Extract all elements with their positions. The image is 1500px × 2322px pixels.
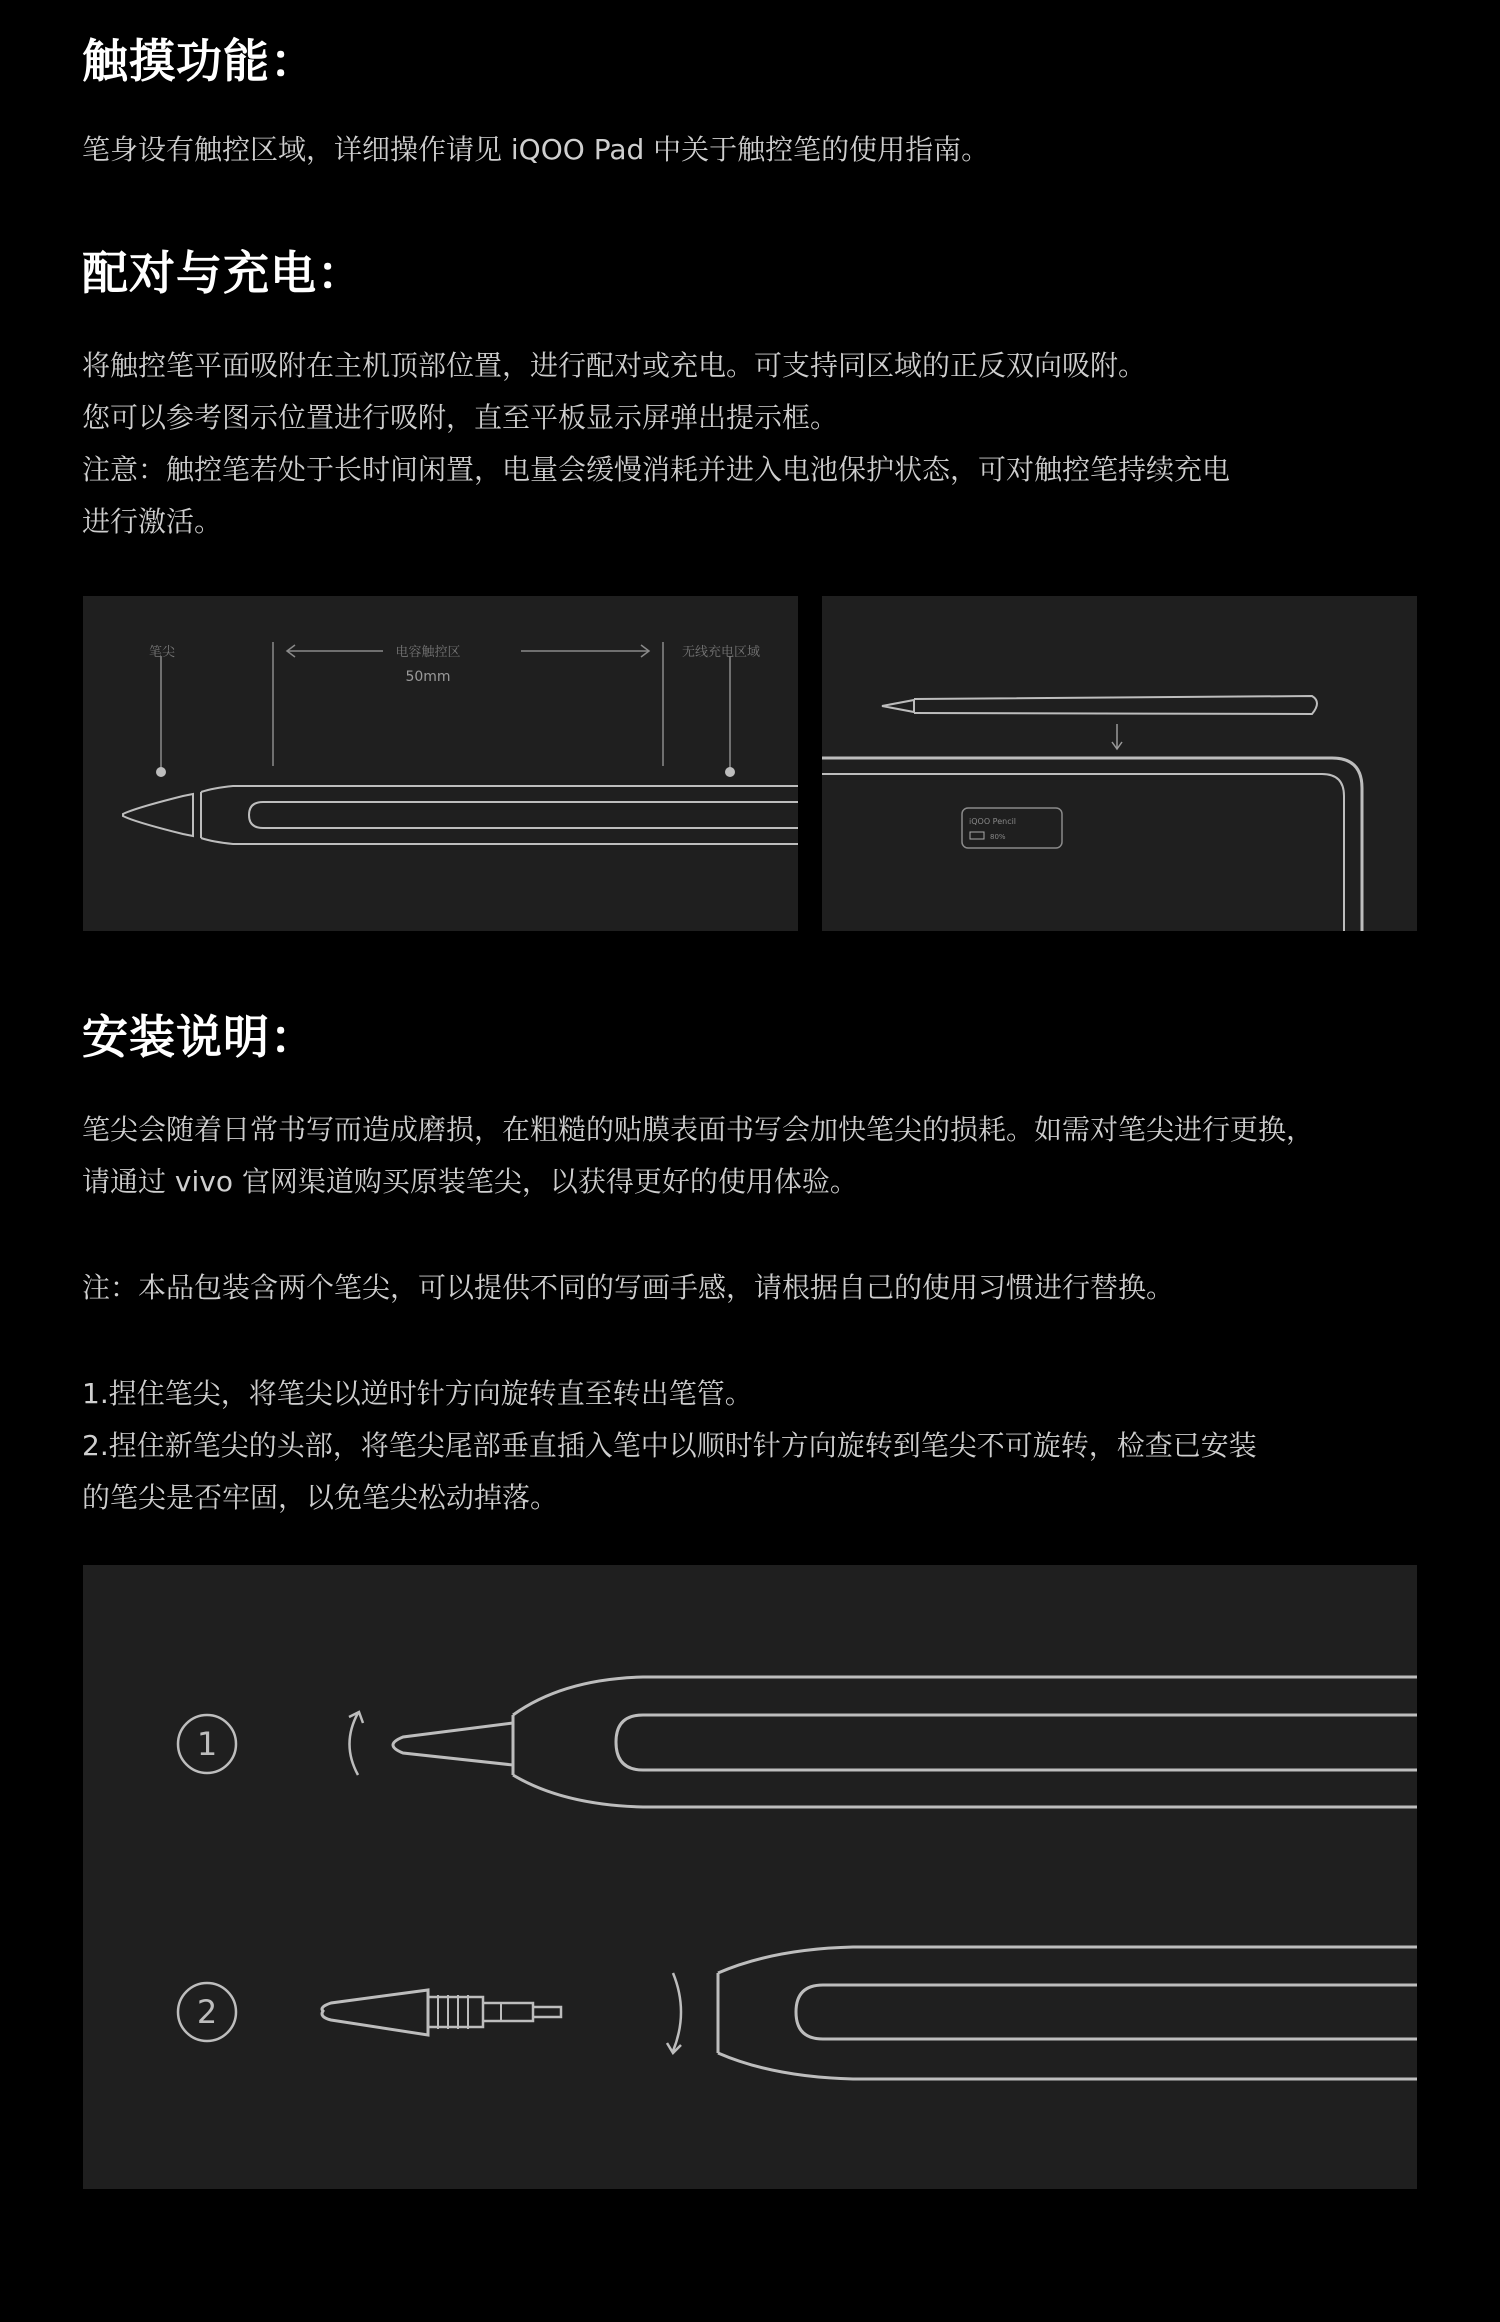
step2-pen-body-top: [718, 1947, 1417, 1973]
install-steps: [82, 1368, 1257, 1524]
pairing-popup: [962, 808, 1062, 848]
step1-pen-groove: [616, 1715, 1417, 1770]
pairing-line-3: 注意：触控笔若处于长时间闲置，电量会缓慢消耗并进入电池保护状态，可对触控笔持续充电: [82, 453, 1231, 486]
step2-tip-stem: [483, 2003, 533, 2021]
step2-pen-groove: [796, 1985, 1417, 2039]
step1-rotate-arrow: [350, 1713, 359, 1775]
step2-pen-body-bottom: [718, 2053, 1417, 2079]
install-line-2: 请通过 vivo 官网渠道购买原装笔尖，以获得更好的使用体验。: [82, 1165, 858, 1198]
touch-section-body: [82, 124, 989, 176]
pen-attach-illustration: [822, 596, 1417, 931]
step2-new-tip: [322, 1990, 428, 2035]
pen-body-bottom: [201, 838, 798, 844]
touch-line-1: 笔身设有触控区域，详细操作请见 iQOO Pad 中关于触控笔的使用指南。: [82, 133, 990, 166]
step1-pen-tip: [393, 1723, 513, 1765]
charge-pointer-dot: [725, 767, 735, 777]
pen-attach-diagram: [822, 596, 1417, 931]
step1-marker-label: 1: [196, 1725, 218, 1763]
touch-zone-label: 电容触控区: [395, 645, 461, 660]
charge-zone-label: 无线充电区域: [682, 645, 761, 660]
popup-status: 80%: [990, 833, 1006, 841]
step1-pen-body-top: [513, 1677, 1417, 1715]
pen-tip-outline: [123, 794, 193, 836]
touch-zone-length: 50mm: [405, 669, 451, 685]
step1-pen-body-bottom: [513, 1775, 1417, 1807]
install-step-2-cont: 的笔尖是否牢固，以免笔尖松动掉落。: [82, 1481, 559, 1514]
install-section-title: 安装说明：: [82, 1010, 317, 1064]
tablet-inner-frame: [822, 774, 1344, 931]
pen-body-top: [201, 786, 798, 792]
step2-rotate-arrow: [673, 1973, 681, 2051]
touch-section-title: 触摸功能：: [82, 34, 317, 88]
tip-label: 笔尖: [149, 645, 176, 660]
tip-pointer-dot: [156, 767, 166, 777]
install-section-body: [82, 1104, 1314, 1208]
install-step-2: 2.捏住新笔尖的头部，将笔尖尾部垂直插入笔中以顺时针方向旋转到笔尖不可旋转，检查已安装: [82, 1429, 1257, 1462]
pen-zones-illustration: [83, 596, 798, 931]
tablet-outer-frame: [822, 758, 1362, 931]
pairing-line-4: 进行激活。: [82, 505, 223, 538]
pairing-section-title: 配对与充电：: [82, 246, 364, 300]
battery-icon: [970, 832, 984, 839]
pairing-line-1: 将触控笔平面吸附在主机顶部位置，进行配对或充电。可支持同区域的正反双向吸附。: [82, 349, 1147, 382]
tip-replacement-illustration: [83, 1565, 1417, 2189]
step2-marker-label: 2: [196, 1993, 218, 2031]
install-note-line: 注：本品包装含两个笔尖，可以提供不同的写画手感，请根据自己的使用习惯进行替换。: [82, 1271, 1175, 1304]
popup-title: iQOO Pencil: [969, 817, 1017, 826]
install-line-1: 笔尖会随着日常书写而造成磨损，在粗糙的贴膜表面书写会加快笔尖的损耗。如需对笔尖进行更换，: [82, 1113, 1315, 1146]
install-step-1: 1.捏住笔尖，将笔尖以逆时针方向旋转直至转出笔管。: [82, 1377, 753, 1410]
install-note: [82, 1262, 1174, 1314]
pen-groove: [249, 802, 798, 828]
small-pen-body: [914, 696, 1317, 714]
pairing-section-body: [82, 340, 1230, 548]
small-pen-tip: [882, 700, 914, 712]
step2-tip-thread: [428, 1997, 483, 2027]
pen-zones-diagram: [83, 596, 798, 931]
tip-replacement-diagram: [83, 1565, 1417, 2189]
pairing-line-2: 您可以参考图示位置进行吸附，直至平板显示屏弹出提示框。: [82, 401, 839, 434]
